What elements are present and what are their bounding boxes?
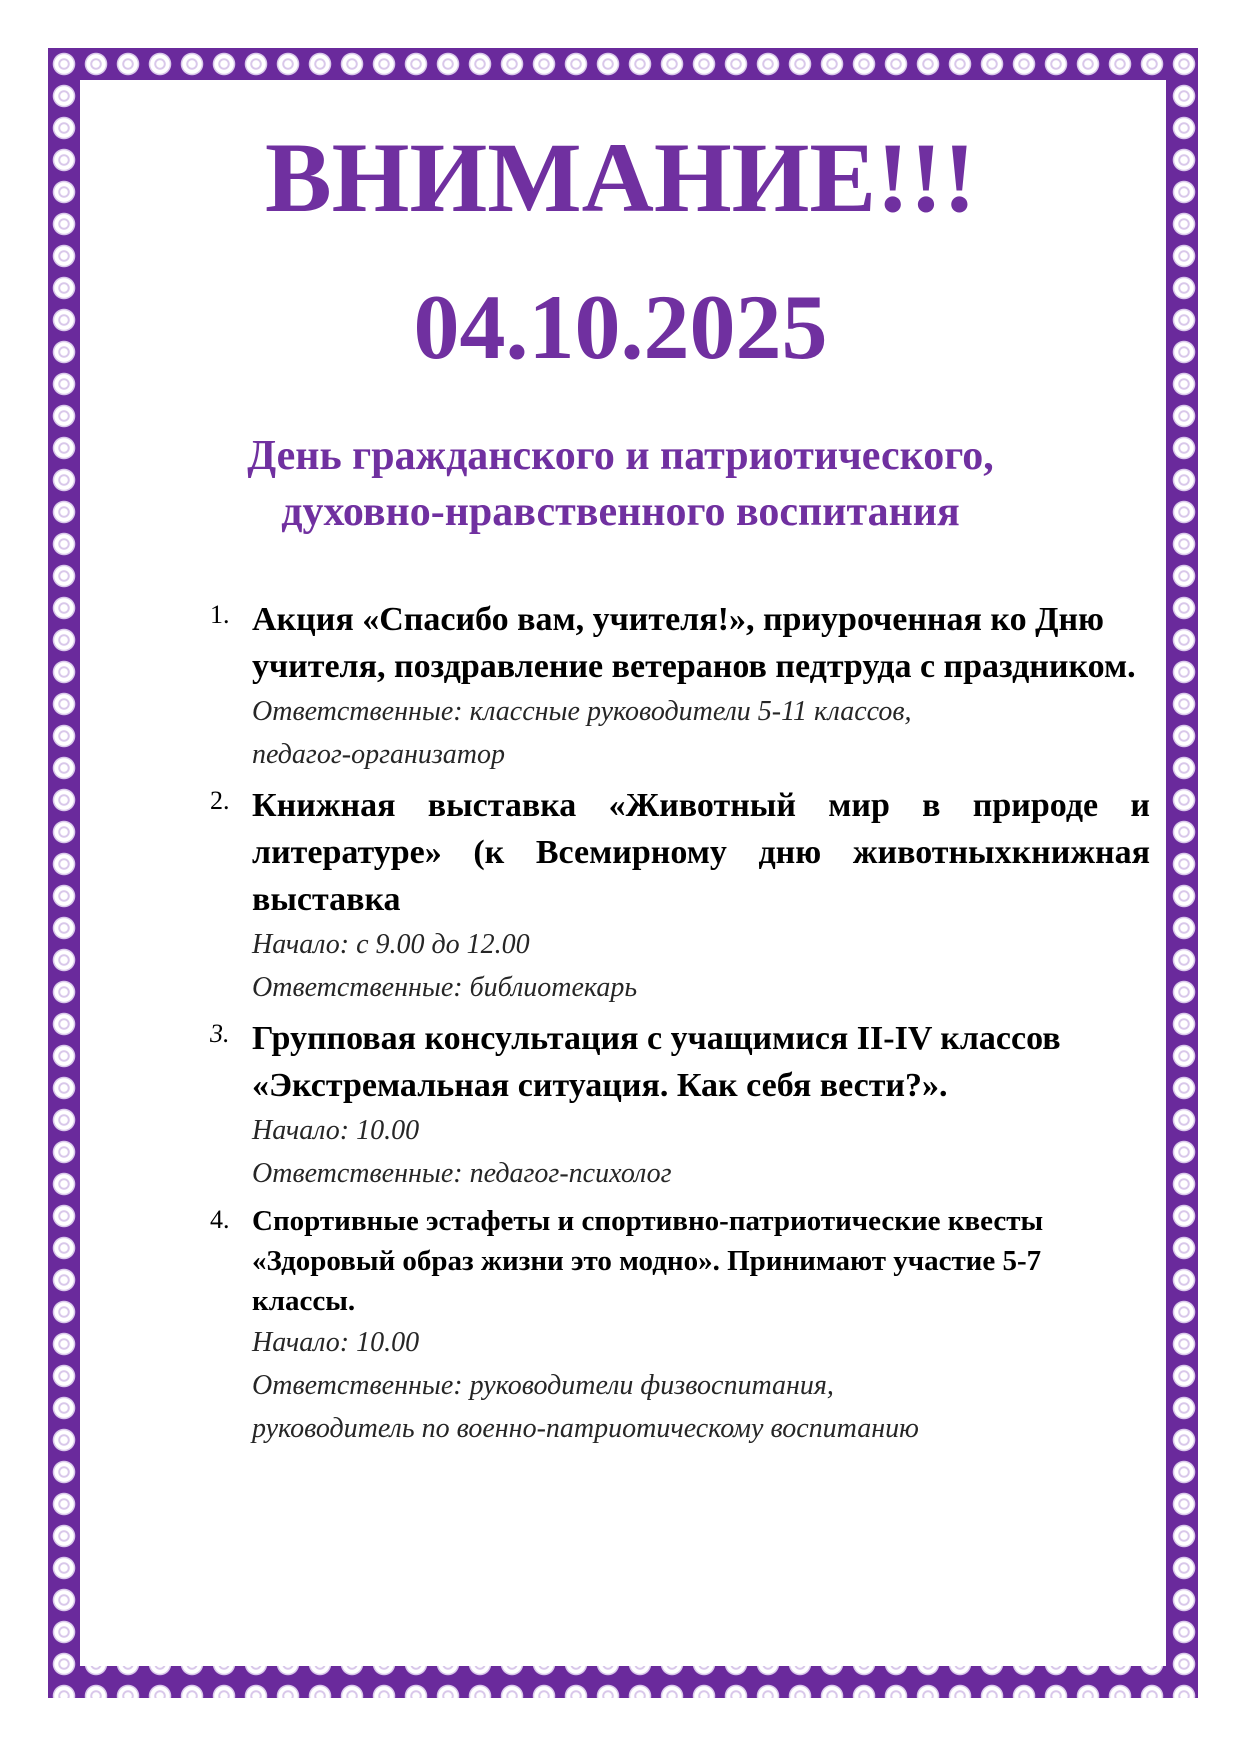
event-title: Акция «Спасибо вам, учителя!», приуроченная ко Дню учителя, поздравление ветеранов педтруда с праздником.	[252, 601, 1136, 685]
event-detail: Ответственные: руководители физвоспитания,	[252, 1370, 834, 1401]
attention-heading: ВНИМАНИЕ!!!	[264, 122, 977, 233]
event-title: Книжная выставка «Животный мир в природе и литературе» (к Всемирному дню животныхкнижная выставка	[252, 787, 1150, 918]
event-detail: Начало: 10.00	[252, 1327, 420, 1358]
event-date: 04.10.2025	[413, 276, 828, 378]
event-list	[210, 596, 1150, 1456]
day-theme-line-1: День гражданского и патриотического,	[247, 433, 994, 479]
event-detail: педагог-организатор	[252, 739, 506, 770]
event-title: Спортивные эстафеты и спортивно-патриотические квесты «Здоровый образ жизни это модно». Принимают участие 5-7 классы.	[252, 1205, 1044, 1317]
event-item	[210, 1015, 1150, 1195]
event-number: 3.	[210, 1019, 230, 1048]
event-detail: Ответственные: педагог-психолог	[252, 1158, 672, 1189]
event-detail: Ответственные: библиотекарь	[252, 972, 638, 1003]
event-number: 2.	[210, 786, 230, 815]
day-theme-line-2: духовно-нравственного воспитания	[281, 489, 960, 535]
event-detail: руководитель по военно-патриотическому воспитанию	[252, 1413, 919, 1444]
event-item	[210, 596, 1150, 776]
event-number: 1.	[210, 600, 230, 629]
event-detail: Начало: с 9.00 до 12.00	[252, 929, 530, 960]
event-detail: Ответственные: классные руководители 5-11 классов,	[252, 696, 912, 727]
event-item	[210, 1201, 1150, 1450]
event-title: Групповая консультация с учащимися II-IV классов «Экстремальная ситуация. Как себя вести?».	[252, 1020, 1061, 1104]
day-theme-title	[0, 428, 1241, 540]
event-item	[210, 782, 1150, 1009]
event-number: 4.	[210, 1205, 230, 1234]
event-detail: Начало: 10.00	[252, 1115, 420, 1146]
